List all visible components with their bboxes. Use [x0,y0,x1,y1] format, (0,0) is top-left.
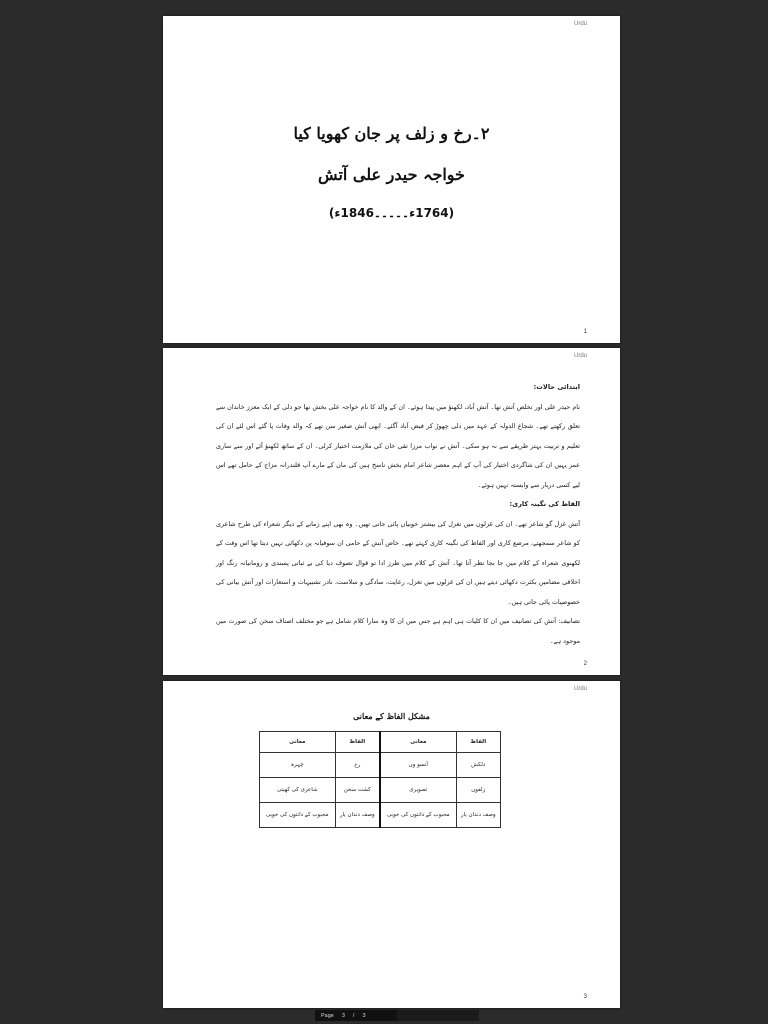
pager-extension [397,1010,479,1021]
table-cell: رخ [335,753,380,778]
document-page-3 [163,681,620,1008]
page-navigator[interactable] [315,1010,397,1021]
table-cell: وصف دندان یار [335,803,380,828]
table-cell: کشت سخن [335,778,380,803]
poet-name: خواجہ حیدر علی آتش [318,165,465,184]
glossary-title: مشکل الفاظ کے معانی [353,711,430,721]
pager-separator: / [352,1012,355,1019]
table-cell: وصف دندان یار [456,803,500,828]
section-paragraph: آتش غزل گو شاعر تھے۔ ان کی غزلوں میں تغزل کی بیشتر خوبیاں پائی جاتی تھیں۔ وہ بھی اپنے زمانے کے دیگر شعراء کی طرح شاعری کو شاعر سمجھتے، مرصع کاری اور الفاظ کی نگینہ کاری کہتے تھے۔ خاص آتش کے حامی ان سوفیانہ پن دکھائی نہیں دیتا تھا اس وقت کے لکھنوی شعراء کے کلام میں جا بجا نظر آتا تھا۔ آتش کے کلام میں طرز ادا تو قوال تصوف دیا کی بے ثباتی پسندی و رومانیانہ رنگ اور اخلاقی مضامین بکثرت دکھائی دیتے ہیں ان کی غزلوں میں تغزل، رعایت، سادگی و سلاست، نادر تشبیہات و استعارات اور آتش بیانی کی خصوصیات پائی جاتی ہیں۔ [216,519,580,606]
page-header-label: Urdu [573,353,587,359]
pager-current-page[interactable]: 3 [341,1012,345,1019]
table-cell: چہرہ [260,753,336,778]
glossary-table [259,731,501,828]
table-cell: زلفوں [456,778,500,803]
table-row [260,778,501,803]
page-number: 1 [583,329,587,335]
document-page-2 [163,348,620,675]
table-header-cell: معانی [380,732,456,753]
table-cell: شاعری کی کھیتی [260,778,336,803]
page-header-label: Urdu [573,686,587,692]
page-header-label: Urdu [573,21,587,27]
table-header-cell: الفاظ [456,732,500,753]
pager-total-pages: 3 [362,1012,366,1019]
table-cell: دلکش [456,753,500,778]
section-heading: الفاظ کی نگینہ کاری: [509,500,580,508]
table-cell: تصویری [380,778,456,803]
table-row [260,753,501,778]
section-paragraph: نام حیدر علی اور تخلص آتش تھا۔ آتش آباد، لکھنؤ میں پیدا ہوئے۔ ان کے والد کا نام خواجہ علی بخش تھا جو دلی کے ایک معزز خاندان سے تعلق رکھتے تھے۔ شجاع الدولہ کے عہد میں دلی چھوڑ کر فیض آباد آگئے۔ ابھی آتش صغیر سن تھے کہ والد وفات پا گئے اس لئے ان کی تعلیم و تربیت بہتر طریقے سے نہ ہو سکی۔ آتش نے نواب مرزا تقی خان کی ملازمت اختیار کرلی۔ ان کے ساتھ لکھنؤ آئے اور سے ساری عمر یہیں ان کی شاگردی اختیار کی آپ کے اہم معصر شاعر امام بخش ناسخ ہیں کی ماں کے مارے آپ قلندرانہ مزاج کے حامل تھے اس لیے کسی دربار سے وابستہ نہیں ہوئے۔ [216,402,580,489]
biography-text [216,378,580,651]
pager-label: Page [321,1012,334,1019]
section-heading: ابتدائی حالات: [533,383,580,391]
title-block [163,124,620,220]
document-page-1 [163,16,620,343]
table-header-row [260,732,501,753]
section-paragraph: تصانیف: آتش کی تصانیف میں ان کا کلیات ہی اہم ہے جس میں ان کا وہ سارا کلام شامل ہے جو مختلف اصناف سخن کی صورت میں موجود ہے۔ [216,617,580,645]
table-cell: آنسو وں [380,753,456,778]
table-header-cell: معانی [260,732,336,753]
table-row [260,803,501,828]
table-cell: محبوب کے دانتوں کی خوبی [260,803,336,828]
page-number: 3 [583,994,587,1000]
page-number: 2 [583,661,587,667]
table-cell: محبوب کے دانتوں کی خوبی [380,803,456,828]
poet-years: (1764ء۔۔۔۔۔1846ء) [328,206,455,220]
table-header-cell: الفاظ [335,732,380,753]
chapter-title: ۲۔رخ و زلف پر جان کھویا کیا [293,124,490,143]
